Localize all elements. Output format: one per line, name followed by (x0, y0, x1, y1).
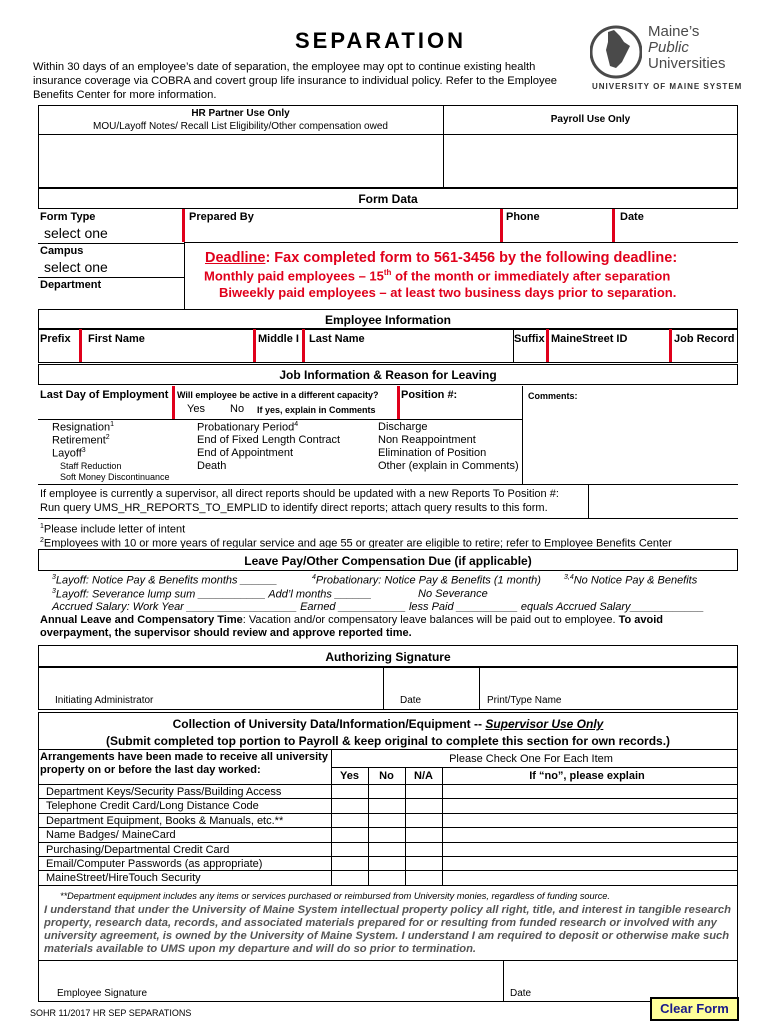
monthly-sup: th (383, 268, 392, 277)
collection-heading: Collection of University Data/Information/Equipment -- Supervisor Use Only (172, 717, 604, 731)
item-na-cell[interactable] (405, 799, 442, 813)
annual-leave-note: Annual Leave and Compensatory Time: Vacation and/or compensatory leave balances will be paid out to employee. To avoid overpayment, the supervisor should review and approve reported time. (40, 614, 664, 639)
hr-partner-title: HR Partner Use Only (191, 108, 290, 119)
arrangements-text: Arrangements have been made to receive all university property on or before the last day worked: (40, 751, 328, 776)
item-explain-cell[interactable] (442, 857, 738, 871)
form-data-heading: Form Data (38, 188, 738, 209)
supervisor-note-1: If employee is currently a supervisor, all direct reports should be updated with a new Reports To Position #: (40, 488, 559, 500)
property-item-label: MaineStreet/HireTouch Security (46, 872, 201, 885)
active-no[interactable]: No (230, 403, 245, 415)
hr-partner-subtitle: MOU/Layoff Notes/ Recall List Eligibility/Other compensation owed (93, 121, 388, 132)
deadline-text: : Fax completed form to 561-3456 by the following deadline: (265, 250, 678, 266)
leave-severance: $^3$Layoff: Severance lump sum ___________ Add’l months ______ (52, 588, 372, 601)
property-item-row (38, 814, 738, 828)
middle-label: Middle I (258, 333, 299, 345)
campus-label: Campus (40, 245, 84, 257)
employee-signature-label: Employee Signature (57, 988, 148, 999)
last-day-label: Last Day of Employment (40, 389, 169, 401)
col-explain-header: If “no”, please explain (529, 770, 645, 782)
leave-accrued: Accrued Salary: Work Year __________________ Earned ___________ less Paid __________ equals Accrued Salary____________ (52, 601, 704, 613)
property-item-label: Department Keys/Security Pass/Building Access (46, 786, 282, 798)
prepared-by-label: Prepared By (189, 211, 254, 223)
reason-probationary[interactable]: Probationary Period$^4$ (197, 421, 299, 434)
footnote-2: $^2$Employees with 10 or more years of regular service and age 55 or greater are eligible to retire; refer to Employee Benefits Center (40, 537, 672, 548)
property-item-label: Purchasing/Departmental Credit Card (46, 843, 230, 856)
logo (588, 20, 743, 92)
property-item-label: Department Equipment, Books & Manuals, etc.** (46, 814, 284, 827)
property-item-row (38, 828, 738, 842)
item-yes-cell[interactable] (331, 814, 368, 828)
property-item-label: Name Badges/ MaineCard (46, 829, 176, 842)
comments-label: Comments: (528, 391, 578, 401)
page-title: SEPARATION (295, 28, 466, 53)
property-item-row (38, 785, 738, 799)
item-yes-cell[interactable] (331, 857, 368, 871)
ip-statement: I understand that under the University of Maine System intellectual property policy all right, title, and interest in tangible research property, research data, records, and associated materials prepared for or resulting from funded research or involved with any university agreement, is owned by the University of Maine System. I understand I am required to deposit or otherwise make such materials available to UMS upon my departure and will do so prior to termination. (44, 904, 731, 955)
property-item-row (38, 799, 738, 813)
intro-text: Within 30 days of an employee’s date of separation, the employee may opt to continue existing health insurance coverage via COBRA and covert group life insurance to individual policy. Refer to the Employee Benefits Center for more information. (33, 61, 558, 101)
item-no-cell[interactable] (368, 828, 405, 842)
leave-no-severance: No Severance (418, 588, 488, 600)
date-label: Date (620, 211, 644, 223)
reason-soft-money[interactable]: Soft Money Discontinuance (60, 472, 170, 482)
item-explain-cell[interactable] (442, 871, 738, 885)
reason-retirement[interactable]: Retirement$^2$ (52, 434, 110, 447)
payroll-notes-field[interactable] (445, 136, 737, 186)
payroll-title: Payroll Use Only (550, 114, 631, 125)
leave-no-notice: $^{3,4}$No Notice Pay & Benefits (564, 574, 698, 587)
prefix-label: Prefix (40, 333, 71, 345)
deadline-prefix: Deadline (205, 250, 266, 266)
employee-info-heading: Employee Information (38, 309, 738, 329)
item-na-cell[interactable] (405, 871, 442, 885)
monthly-pre: Monthly paid employees – 15 (204, 268, 384, 284)
reason-elimination[interactable]: Elimination of Position (378, 447, 487, 459)
leave-layoff-notice: $^3$Layoff: Notice Pay & Benefits months ______ (52, 574, 278, 587)
col-na-header: N/A (414, 770, 433, 782)
active-question: Will employee be active in a different capacity? (177, 390, 379, 400)
active-explain: If yes, explain in Comments (257, 405, 376, 415)
active-yes[interactable]: Yes (187, 403, 205, 415)
deadline-monthly (204, 268, 670, 283)
item-explain-cell[interactable] (442, 828, 738, 842)
leave-pay-heading: Leave Pay/Other Compensation Due (if applicable) (38, 549, 738, 571)
property-item-row (38, 871, 738, 885)
reason-end-appointment[interactable]: End of Appointment (197, 447, 294, 459)
reason-layoff[interactable]: Layoff$^3$ (52, 447, 86, 460)
last-name-label: Last Name (309, 333, 365, 345)
reason-resignation[interactable]: Resignation$^1$ (52, 421, 114, 434)
employee-date-label: Date (510, 988, 532, 999)
suffix-label: Suffix (514, 333, 545, 345)
deadline-line (205, 250, 677, 266)
collection-subheading: (Submit completed top portion to Payroll & keep original to complete this section for own records.) (105, 734, 671, 748)
item-no-cell[interactable] (368, 799, 405, 813)
clear-form-button[interactable]: Clear Form (650, 997, 739, 1021)
mainestreet-label: MaineStreet ID (551, 333, 628, 345)
logo-line3: Universities (648, 55, 726, 72)
hr-notes-field[interactable] (40, 136, 442, 186)
item-no-cell[interactable] (368, 814, 405, 828)
col-no-header: No (379, 770, 394, 782)
maine-map-icon (590, 22, 642, 82)
item-explain-cell[interactable] (442, 799, 738, 813)
item-no-cell[interactable] (368, 857, 405, 871)
item-explain-cell[interactable] (442, 785, 738, 799)
reason-end-fixed[interactable]: End of Fixed Length Contract (197, 434, 341, 446)
item-no-cell[interactable] (368, 785, 405, 799)
reason-other[interactable]: Other (explain in Comments) (378, 460, 519, 472)
print-name-label: Print/Type Name (487, 695, 562, 706)
item-yes-cell[interactable] (331, 785, 368, 799)
col-yes-header: Yes (340, 770, 359, 782)
item-no-cell[interactable] (368, 871, 405, 885)
initiating-admin-label: Initiating Administrator (55, 695, 154, 706)
leave-probationary-notice: $^4$Probationary: Notice Pay & Benefits (1 month) (312, 574, 541, 587)
item-na-cell[interactable] (405, 814, 442, 828)
form-code: SOHR 11/2017 HR SEP SEPARATIONS (30, 1008, 192, 1018)
item-yes-cell[interactable] (331, 843, 368, 857)
logo-sub: UNIVERSITY OF MAINE SYSTEM (592, 82, 743, 91)
job-record-label: Job Record (674, 333, 735, 345)
reason-discharge[interactable]: Discharge (378, 421, 428, 433)
logo-line1: Maine’s (648, 23, 700, 40)
item-na-cell[interactable] (405, 828, 442, 842)
reason-non-reappointment[interactable]: Non Reappointment (378, 434, 476, 446)
phone-label: Phone (506, 211, 540, 223)
deadline-biweekly: Biweekly paid employees – at least two business days prior to separation. (219, 285, 677, 300)
auth-signature-heading: Authorizing Signature (38, 645, 738, 667)
equipment-footnote: **Department equipment includes any items or services purchased or reimbursed from University monies, regardless of funding source. (60, 891, 610, 901)
item-yes-cell[interactable] (331, 828, 368, 842)
item-explain-cell[interactable] (442, 814, 738, 828)
item-na-cell[interactable] (405, 857, 442, 871)
campus-select[interactable]: select one (44, 259, 108, 275)
item-yes-cell[interactable] (331, 871, 368, 885)
property-item-row (38, 843, 738, 857)
property-item-label: Telephone Credit Card/Long Distance Code (46, 800, 259, 813)
department-label: Department (40, 279, 102, 291)
form-type-select[interactable]: select one (44, 225, 108, 241)
footnote-1: $^1$Please include letter of intent (40, 523, 186, 536)
logo-line2: Public (648, 39, 689, 56)
item-na-cell[interactable] (405, 785, 442, 799)
item-no-cell[interactable] (368, 843, 405, 857)
job-info-heading: Job Information & Reason for Leaving (38, 364, 738, 385)
property-item-label: Email/Computer Passwords (as appropriate) (46, 858, 263, 870)
form-type-label: Form Type (40, 211, 96, 223)
item-yes-cell[interactable] (331, 799, 368, 813)
supervisor-note-2: Run query UMS_HR_REPORTS_TO_EMPLID to identify direct reports; attach query results to this form. (40, 502, 548, 514)
reason-death[interactable]: Death (197, 460, 227, 472)
auth-date-label: Date (400, 695, 422, 706)
check-one-label: Please Check One For Each Item (449, 753, 613, 765)
first-name-label: First Name (88, 333, 145, 345)
reason-staff-reduction[interactable]: Staff Reduction (60, 461, 122, 471)
monthly-post: of the month or immediately after separation (391, 268, 671, 284)
position-label: Position #: (401, 389, 458, 401)
item-na-cell[interactable] (405, 843, 442, 857)
property-item-row (38, 857, 738, 871)
item-explain-cell[interactable] (442, 843, 738, 857)
